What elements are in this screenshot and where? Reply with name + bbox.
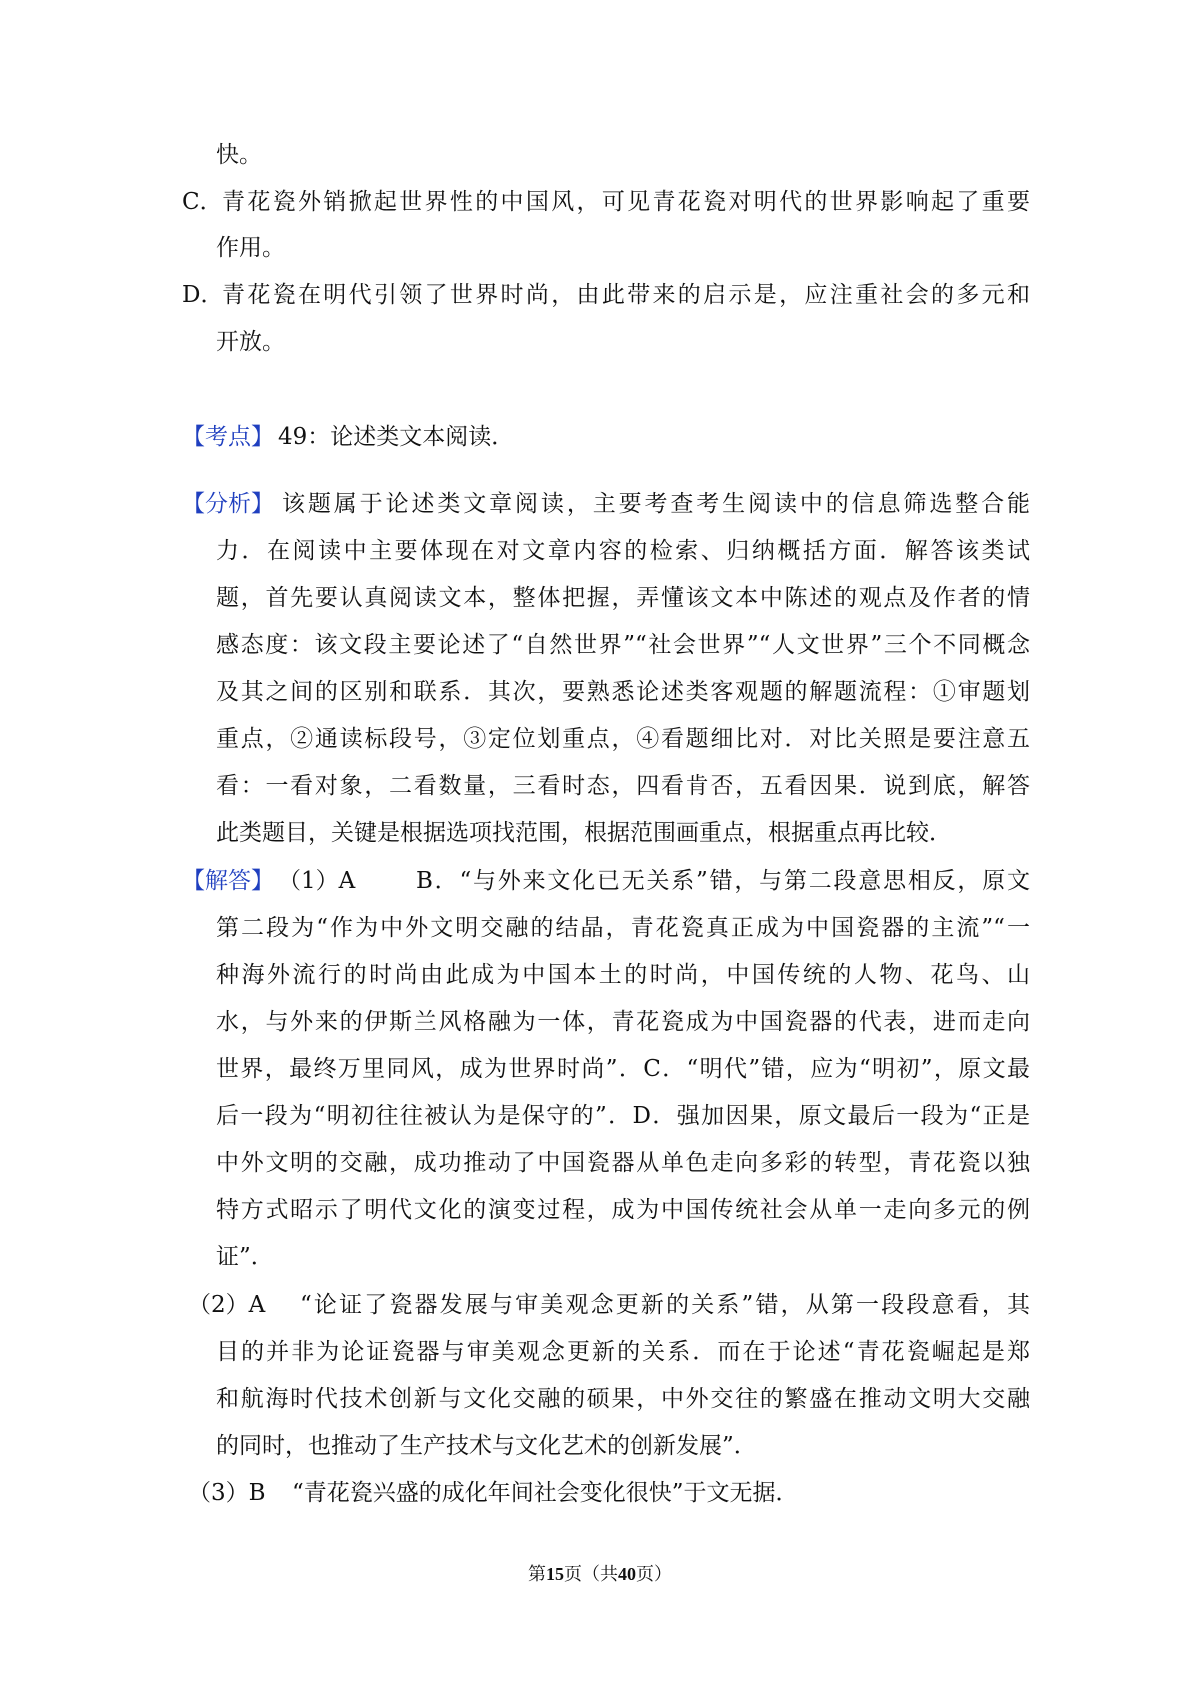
footer-post: 页） <box>636 1564 672 1585</box>
fenxi-line: 力．在阅读中主要体现在对文章内容的检索、归纳概括方面．解答该类试 <box>216 538 1030 564</box>
option-c-line-1: 青花瓷外销掀起世界性的中国风，可见青花瓷对明代的世界影响起了重要 <box>222 189 1030 215</box>
part2-prefix: （2）A <box>188 1292 266 1318</box>
kaodian-tag: 【考点】 <box>182 424 274 450</box>
option-d-line-2: 开放。 <box>216 329 285 355</box>
part2-line: 和航海时代技术创新与文化交融的硕果，中外交往的繁盛在推动文明大交融 <box>216 1386 1030 1412</box>
jieda-line: 种海外流行的时尚由此成为中国本土的时尚，中国传统的人物、花鸟、山 <box>216 962 1030 988</box>
fenxi-line: 重点，②通读标段号，③定位划重点，④看题细比对．对比关照是要注意五 <box>216 726 1030 752</box>
fenxi-tag: 【分析】 <box>182 491 274 517</box>
fenxi-line: 该题属于论述类文章阅读，主要考查考生阅读中的信息筛选整合能 <box>282 491 1030 517</box>
jieda-line: 水，与外来的伊斯兰风格融为一体，青花瓷成为中国瓷器的代表，进而走向 <box>216 1009 1030 1035</box>
page-footer <box>0 1562 1200 1587</box>
footer-page-number: 15 <box>546 1564 564 1584</box>
footer-pre: 第 <box>528 1564 546 1585</box>
jieda-line: 第二段为“作为中外文明交融的结晶，青花瓷真正成为中国瓷器的主流”“一 <box>216 915 1030 941</box>
jieda-line: B．“与外来文化已无关系”错，与第二段意思相反，原文 <box>416 868 1030 894</box>
footer-total-pages: 40 <box>618 1564 636 1584</box>
jieda-part1-prefix: （1）A <box>278 868 356 894</box>
fenxi-line: 及其之间的区别和联系．其次，要熟悉论述类客观题的解题流程：①审题划 <box>216 679 1030 705</box>
jieda-line: 中外文明的交融，成功推动了中国瓷器从单色走向多彩的转型，青花瓷以独 <box>216 1150 1030 1176</box>
footer-mid: 页（共 <box>564 1564 618 1585</box>
jieda-line: 后一段为“明初往往被认为是保守的”．D．强加因果，原文最后一段为“正是 <box>216 1103 1030 1129</box>
kaodian-text: 49：论述类文本阅读． <box>278 424 515 450</box>
part2-line: 目的并非为论证瓷器与审美观念更新的关系．而在于论述“青花瓷崛起是郑 <box>216 1339 1030 1365</box>
part3-prefix: （3）B <box>188 1480 266 1506</box>
jieda-line: 证”． <box>216 1244 274 1270</box>
fenxi-line: 题，首先要认真阅读文本，整体把握，弄懂该文本中陈述的观点及作者的情 <box>216 585 1030 611</box>
option-d-line-1: 青花瓷在明代引领了世界时尚，由此带来的启示是，应注重社会的多元和 <box>222 282 1030 308</box>
option-d-label: D． <box>182 282 224 308</box>
fenxi-line: 感态度：该文段主要论述了“自然世界”“社会世界”“人文世界”三个不同概念 <box>216 632 1030 658</box>
part2-line: “论证了瓷器发展与审美观念更新的关系”错，从第一段段意看，其 <box>300 1292 1030 1318</box>
part2-line: 的同时，也推动了生产技术与文化艺术的创新发展”． <box>216 1433 757 1459</box>
option-b-tail: 快。 <box>216 142 262 168</box>
option-c-label: C． <box>182 189 223 215</box>
option-c-line-2: 作用。 <box>216 235 285 261</box>
jieda-tag: 【解答】 <box>182 868 274 894</box>
fenxi-line: 看：一看对象，二看数量，三看时态，四看肯否，五看因果．说到底，解答 <box>216 773 1030 799</box>
fenxi-line: 此类题目，关键是根据选项找范围，根据范围画重点，根据重点再比较． <box>216 820 952 846</box>
part3-text: “青花瓷兴盛的成化年间社会变化很快”于文无据． <box>292 1480 799 1506</box>
jieda-line: 特方式昭示了明代文化的演变过程，成为中国传统社会从单一走向多元的例 <box>216 1197 1030 1223</box>
jieda-line: 世界，最终万里同风，成为世界时尚”．C．“明代”错，应为“明初”，原文最 <box>216 1056 1030 1082</box>
